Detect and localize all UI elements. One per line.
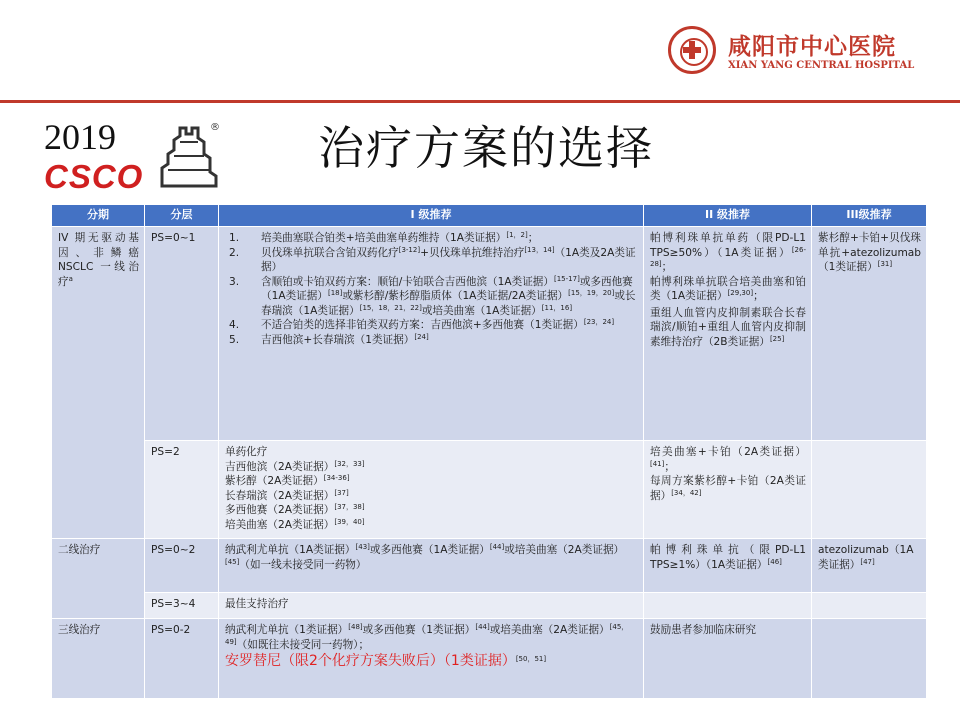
- list-item: 4. 不适合铂类的选择非铂类双药方案：吉西他滨+多西他赛（1类证据）[23，24]: [229, 318, 615, 331]
- level3-cell: [812, 593, 927, 619]
- level1-cell: [219, 227, 644, 441]
- hospital-name-en: XIAN YANG CENTRAL HOSPITAL: [728, 60, 915, 71]
- header-stratification: 分层: [145, 205, 219, 227]
- list-item: 3. 含顺铂或卡铂双药方案：顺铂/卡铂联合吉西他滨（1A类证据）[15-17]或多西他赛（1A类证据）[18]或紫杉醇/紫杉醇脂质体（1A类证据/2A类证据）[15，19，20]或长春瑞滨（1A类证据）[15，18，21，22]或培美曲塞（1A类证据）[11，16]: [229, 274, 636, 317]
- header-level1: I 级推荐: [219, 205, 644, 227]
- level3-cell: atezolizumab（1A类证据）[47]: [812, 539, 927, 593]
- level1-cell: 纳武利尤单抗（1类证据）[48]或多西他赛（1类证据）[44]或培美曲塞（2A类证据）[45，49]（如既往未接受同一药物）； 安罗替尼（限2个化疗方案失败后）（1类证据）[50，51]: [219, 619, 644, 699]
- header-level3: III级推荐: [812, 205, 927, 227]
- level3-cell: [812, 441, 927, 539]
- ps-cell: PS=2: [145, 441, 219, 539]
- list-item: 1. 培美曲塞联合铂类+培美曲塞单药维持（1A类证据）[1，2]；: [229, 231, 539, 244]
- hospital-logo: [668, 26, 716, 74]
- header-stage: 分期: [52, 205, 145, 227]
- ps-cell: PS=0-2: [145, 619, 219, 699]
- list-item: 培美曲塞（2A类证据）[39，40]: [225, 517, 365, 531]
- table-row: [52, 441, 927, 539]
- ps-cell: PS=0~2: [145, 539, 219, 593]
- anlotinib-note: 安罗替尼（限2个化疗方案失败后）（1类证据）[50，51]: [225, 653, 547, 669]
- table-row: [52, 227, 927, 441]
- great-wall-icon: [158, 124, 218, 190]
- header-level2: II 级推荐: [644, 205, 812, 227]
- level1-cell: 单药化疗 吉西他滨（2A类证据）[32，33] 紫杉醇（2A类证据）[34-36] 长春瑞滨（2A类证据）[37] 多西他赛（2A类证据）[37，38] 培美曲塞（2A类证据）[39，40]: [219, 441, 644, 539]
- hospital-name-cn: 咸阳市中心医院: [728, 33, 896, 60]
- level3-cell: 紫杉醇+卡铂+贝伐珠单抗+atezolizumab（1类证据）[31]: [812, 227, 927, 441]
- level2-cell: [644, 593, 812, 619]
- level3-cell: [812, 619, 927, 699]
- level2-cell: 鼓励患者参加临床研究: [644, 619, 812, 699]
- table-row: [52, 539, 927, 593]
- level1-cell: 最佳支持治疗: [219, 593, 644, 619]
- csco-logo: CSCO: [44, 158, 144, 195]
- list-item: 2. 贝伐珠单抗联合含铂双药化疗[3-12]+贝伐珠单抗维持治疗[13，14]（1A类及2A类证据）: [229, 245, 636, 273]
- header-divider: [0, 100, 960, 103]
- table-row: [52, 619, 927, 699]
- list-item: 长春瑞滨（2A类证据）[37]: [225, 488, 349, 502]
- ps-cell: PS=3~4: [145, 593, 219, 619]
- stage-second-line: 二线治疗: [52, 539, 145, 619]
- level2-cell: 培美曲塞+卡铂（2A类证据）[41]； 每周方案紫杉醇+卡铂（2A类证据）[34，42]: [644, 441, 812, 539]
- stage-first-line: IV 期无驱动基因、非鳞癌 NSCLC 一线治疗$^a$: [52, 227, 145, 539]
- list-item: 多西他赛（2A类证据）[37，38]: [225, 503, 365, 516]
- treatment-table: [51, 204, 927, 699]
- page-title: 治疗方案的选择: [318, 121, 654, 175]
- table-header-row: [52, 205, 927, 227]
- csco-year: 2019: [44, 117, 116, 157]
- table-row: [52, 593, 927, 619]
- ps-cell: PS=0~1: [145, 227, 219, 441]
- list-item: 5. 吉西他滨+长春瑞滨（1类证据）[24]: [229, 332, 429, 346]
- stage-third-line: 三线治疗: [52, 619, 145, 699]
- level2-cell: 帕博利珠单抗（限PD-L1 TPS≥1%）（1A类证据）[46]: [644, 539, 812, 593]
- registered-mark: ®: [210, 122, 220, 133]
- list-item: 紫杉醇（2A类证据）[34-36]: [225, 474, 350, 487]
- level1-cell: 纳武利尤单抗（1A类证据）[43]或多西他赛（1A类证据）[44]或培美曲塞（2A类证据）[45]（如一线未接受同一药物）: [219, 539, 644, 593]
- level2-cell: 帕博利珠单抗单药（限PD-L1 TPS≥50%）（1A类证据）[26-28]； 帕博利珠单抗联合培美曲塞和铂类（1A类证据）[29,30]； 重组人血管内皮抑制素联合长春瑞滨/顺铂+重组人血管内皮抑制素维持治疗（2B类证据）[25]: [644, 227, 812, 441]
- list-item: 吉西他滨（2A类证据）[32，33]: [225, 459, 365, 473]
